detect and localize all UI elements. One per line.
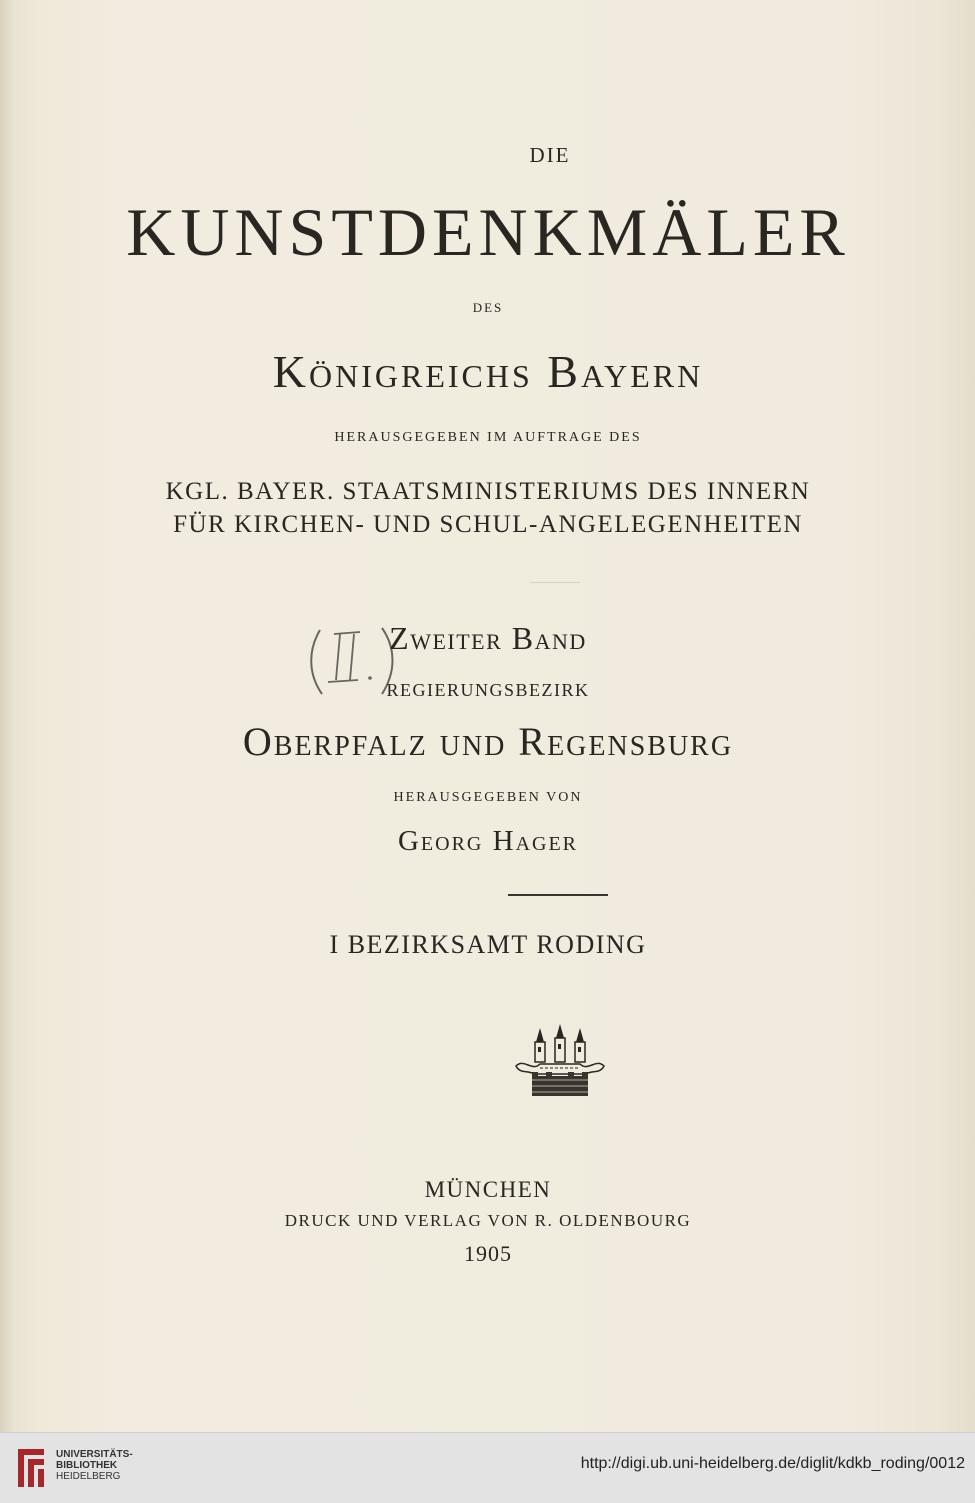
district-title: Oberpfalz und Regensburg	[242, 719, 734, 764]
ministry-line-1: KGL. BAYER. STAATSMINISTERIUMS DES INNERN	[165, 478, 811, 505]
ministry-line-2: FÜR KIRCHEN- UND SCHUL-ANGELEGENHEITEN	[173, 511, 803, 538]
title-line-des: DES	[472, 300, 504, 315]
university-library-logo-icon[interactable]	[14, 1445, 48, 1491]
library-name-line-3: HEIDELBERG	[56, 1471, 121, 1482]
editor-name: Georg Hager	[397, 825, 579, 857]
permalink-url[interactable]: http://digi.ub.uni-heidelberg.de/diglit/kdkb_roding/0012	[580, 1455, 965, 1472]
title-line-die: DIE	[529, 143, 571, 167]
issued-by-label: HERAUSGEGEBEN IM AUFTRAGE DES	[334, 430, 642, 445]
district-label: REGIERUNGSBEZIRK	[386, 680, 590, 700]
library-footer-bar	[0, 1432, 975, 1503]
publication-place: MÜNCHEN	[424, 1177, 552, 1202]
handwritten-note-text: (II.)	[298, 622, 300, 623]
subvolume-title: I BEZIRKSAMT RODING	[329, 930, 647, 959]
kingdom-title: Königreichs Bayern	[272, 346, 704, 397]
publisher-castle-emblem-icon	[510, 1020, 610, 1100]
library-name-line-1: UNIVERSITÄTS-	[56, 1449, 133, 1460]
library-name-line-2: BIBLIOTHEK	[56, 1460, 118, 1471]
publisher-line: DRUCK UND VERLAG VON R. OLDENBOURG	[284, 1211, 692, 1230]
volume-title: Zweiter Band	[389, 620, 587, 656]
divider-thick	[508, 894, 608, 896]
editor-label: HERAUSGEGEBEN VON	[393, 790, 583, 805]
divider-thin	[530, 582, 580, 583]
library-name	[56, 1449, 133, 1482]
publication-year: 1905	[464, 1241, 512, 1266]
main-title: KUNSTDENKMÄLER	[126, 194, 850, 270]
